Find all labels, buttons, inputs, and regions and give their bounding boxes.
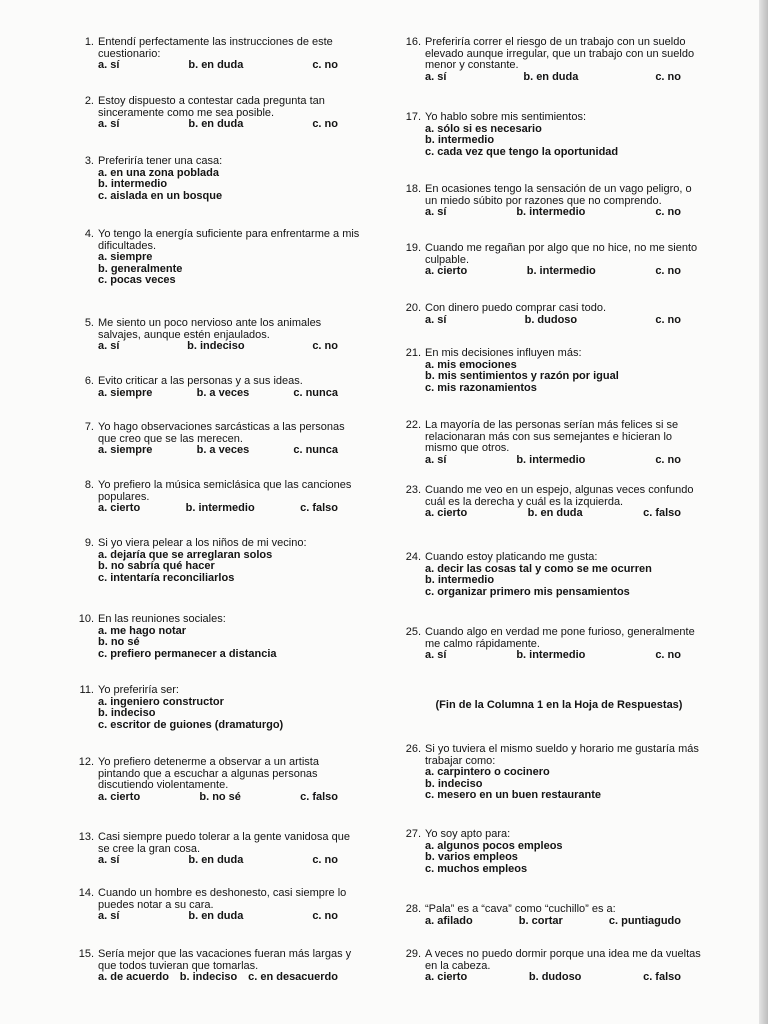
- answer-options: [98, 697, 360, 732]
- question-26: [395, 744, 703, 802]
- answer-options: [98, 60, 360, 72]
- answer-option-c: c. falso: [300, 790, 338, 803]
- answer-option-c: c. no: [312, 340, 338, 353]
- answer-option-c: c. mis razonamientos: [425, 381, 537, 394]
- answer-options: [425, 767, 703, 802]
- answer-option-c: c. no: [655, 453, 681, 466]
- answer-option-c: c. nunca: [293, 444, 338, 457]
- question-text: Yo tengo la energía suficiente para enfrentarme a mis dificultades.: [98, 228, 360, 252]
- answer-options: [425, 72, 703, 84]
- question-number: 29.: [405, 948, 421, 960]
- answer-option-b: b. en duda: [527, 507, 583, 520]
- answer-option-b: b. indeciso: [425, 777, 483, 790]
- answer-option-a: a. siempre: [98, 444, 153, 457]
- answer-option-a: a. dejaría que se arreglaran solos: [98, 548, 273, 561]
- answer-option-b: b. dudoso: [524, 313, 578, 326]
- answer-options: [98, 855, 360, 867]
- answer-option-a: a. sí: [425, 649, 447, 662]
- question-number: 15.: [78, 948, 94, 960]
- question-text: Si yo viera pelear a los niños de mi vecino:: [98, 537, 307, 549]
- answer-option-b: b. dudoso: [528, 971, 582, 984]
- answer-option-a: a. decir las cosas tal y como se me ocurren: [425, 562, 652, 575]
- answer-option-a: a. siempre: [98, 386, 153, 399]
- question-number: 28.: [405, 903, 421, 915]
- question-text: Si yo tuviera el mismo sueldo y horario me gustaría más trabajar como:: [425, 743, 699, 767]
- answer-option-b: b. intermedio: [425, 134, 495, 147]
- answer-option-a: a. siempre: [98, 251, 153, 264]
- answer-option-c: c. no: [312, 910, 338, 923]
- answer-options: [425, 650, 703, 662]
- answer-options: [98, 911, 360, 923]
- answer-option-c: c. no: [312, 59, 338, 72]
- question-7: [68, 422, 360, 457]
- question-17: [395, 112, 703, 158]
- answer-option-b: b. en duda: [188, 854, 244, 867]
- question-text: Cuando me veo en un espejo, algunas veces confundo cuál es la derecha y cuál es la izquierda.: [425, 484, 694, 508]
- answer-option-a: a. sí: [98, 854, 120, 867]
- question-text: En mis decisiones influyen más:: [425, 347, 582, 359]
- answer-option-a: a. sí: [425, 453, 447, 466]
- answer-option-c: c. organizar primero mis pensamientos: [425, 585, 630, 598]
- question-text: Estoy dispuesto a contestar cada pregunta tan sinceramente como me sea posible.: [98, 95, 325, 119]
- answer-option-b: b. cortar: [518, 914, 563, 927]
- question-number: 21.: [405, 347, 421, 359]
- answer-option-a: a. cierto: [425, 507, 468, 520]
- answer-option-b: b. intermedio: [425, 574, 495, 587]
- question-number: 22.: [405, 419, 421, 431]
- answer-option-a: a. de acuerdo: [98, 971, 169, 984]
- question-12: [68, 757, 360, 803]
- question-number: 11.: [79, 684, 94, 696]
- answer-option-b: b. a veces: [196, 444, 250, 457]
- answer-options: [425, 266, 703, 278]
- question-text: Cuando me regañan por algo que no hice, no me siento culpable.: [425, 242, 698, 266]
- answer-option-a: a. cierto: [98, 790, 141, 803]
- answer-option-a: a. me hago notar: [98, 624, 187, 637]
- question-text: Cuando estoy platicando me gusta:: [425, 551, 598, 563]
- answer-option-b: b. generalmente: [98, 262, 183, 275]
- question-text: Me siento un poco nervioso ante los animales salvajes, aunque estén enjaulados.: [98, 317, 322, 341]
- answer-option-b: b. intermedio: [516, 649, 586, 662]
- question-number: 25.: [405, 626, 421, 638]
- question-text: Yo soy apto para:: [425, 828, 511, 840]
- answer-option-c: c. en desacuerdo: [248, 971, 338, 984]
- question-14: [68, 888, 360, 923]
- question-13: [68, 832, 360, 867]
- answer-option-b: b. indeciso: [187, 340, 245, 353]
- question-number: 3.: [84, 155, 94, 167]
- question-text: “Pala” es a “cava” como “cuchillo” es a:: [425, 903, 616, 915]
- answer-options: [98, 550, 360, 585]
- question-16: [395, 37, 703, 83]
- answer-options: [98, 119, 360, 131]
- answer-option-b: b. no sé: [98, 636, 140, 649]
- answer-options: [98, 388, 360, 400]
- answer-option-c: c. muchos empleos: [425, 862, 528, 875]
- answer-option-b: b. indeciso: [98, 707, 156, 720]
- question-9: [68, 538, 360, 584]
- question-number: 10.: [78, 613, 94, 625]
- answer-options: [425, 455, 703, 467]
- question-number: 20.: [405, 302, 421, 314]
- answer-option-a: a. ingeniero constructor: [98, 695, 224, 708]
- answer-option-c: c. prefiero permanecer a distancia: [98, 647, 277, 660]
- answer-option-a: a. cierto: [425, 265, 468, 278]
- question-number: 27.: [405, 828, 421, 840]
- question-text: Cuando un hombre es deshonesto, casi siempre lo puedes notar a su cara.: [98, 887, 347, 911]
- answer-option-c: c. no: [655, 265, 681, 278]
- answer-option-c: c. pocas veces: [98, 274, 176, 287]
- question-6: [68, 376, 360, 399]
- answer-option-c: c. escritor de guiones (dramaturgo): [98, 718, 284, 731]
- question-text: Evito criticar a las personas y a sus ideas.: [98, 375, 303, 387]
- question-10: [68, 614, 360, 660]
- question-19: [395, 243, 703, 278]
- question-29: [395, 949, 703, 984]
- answer-option-b: b. en duda: [523, 70, 579, 83]
- answer-options: [425, 841, 703, 876]
- question-5: [68, 318, 360, 353]
- question-24: [395, 552, 703, 598]
- question-text: Yo prefiero la música semiclásica que las canciones populares.: [98, 479, 352, 503]
- answer-option-b: b. intermedio: [526, 265, 596, 278]
- question-3: [68, 156, 360, 202]
- answer-option-c: c. no: [655, 649, 681, 662]
- answer-option-a: a. sí: [98, 118, 120, 131]
- question-text: Yo hago observaciones sarcásticas a las personas que creo que se las merecen.: [98, 421, 345, 445]
- answer-option-c: c. nunca: [293, 386, 338, 399]
- answer-options: [425, 124, 703, 159]
- question-text: Sería mejor que las vacaciones fueran más largas y que todos tuvieran que tomarlas.: [98, 948, 352, 972]
- question-21: [395, 348, 703, 394]
- question-text: Yo preferiría ser:: [98, 684, 179, 696]
- answer-option-c: c. falso: [643, 507, 681, 520]
- answer-option-b: b. no sabría qué hacer: [98, 560, 215, 573]
- question-number: 5.: [84, 317, 94, 329]
- question-text: En ocasiones tengo la sensación de un vago peligro, o un miedo súbito por razones que no comprendo.: [425, 183, 692, 207]
- answer-option-a: a. carpintero o cocinero: [425, 766, 550, 779]
- question-1: [68, 37, 360, 72]
- answer-options: [425, 916, 703, 928]
- answer-option-b: b. en duda: [188, 118, 244, 131]
- question-27: [395, 829, 703, 875]
- answer-options: [98, 252, 360, 287]
- answer-option-b: b. no sé: [199, 790, 241, 803]
- question-text: A veces no puedo dormir porque una idea me da vueltas en la cabeza.: [425, 948, 701, 972]
- answer-option-b: b. a veces: [196, 386, 250, 399]
- answer-option-b: b. intermedio: [516, 453, 586, 466]
- answer-option-c: c. no: [655, 70, 681, 83]
- question-25: [395, 627, 703, 662]
- answer-option-c: c. no: [312, 118, 338, 131]
- answer-option-b: b. varios empleos: [425, 851, 518, 864]
- end-of-column-note: (Fin de la Columna 1 en la Hoja de Respuestas): [435, 699, 683, 711]
- answer-option-b: b. intermedio: [185, 502, 255, 515]
- answer-option-a: a. sí: [425, 206, 447, 219]
- answer-options: [425, 315, 703, 327]
- answer-options: [98, 445, 360, 457]
- question-text: Yo hablo sobre mis sentimientos:: [425, 111, 587, 123]
- question-text: Con dinero puedo comprar casi todo.: [425, 302, 606, 314]
- answer-option-c: c. intentaría reconciliarlos: [98, 571, 235, 584]
- question-4: [68, 229, 360, 287]
- question-number: 8.: [84, 479, 94, 491]
- question-number: 1.: [84, 36, 94, 48]
- question-number: 13.: [78, 831, 94, 843]
- answer-options: [98, 341, 360, 353]
- answer-options: [425, 360, 703, 395]
- answer-option-a: a. sí: [98, 910, 120, 923]
- question-23: [395, 485, 703, 520]
- answer-option-b: b. mis sentimientos y razón por igual: [425, 370, 619, 383]
- answer-option-c: c. falso: [300, 502, 338, 515]
- question-number: 18.: [405, 183, 421, 195]
- answer-options: [98, 972, 360, 984]
- question-number: 19.: [405, 242, 421, 254]
- answer-option-c: c. falso: [643, 971, 681, 984]
- question-text: La mayoría de las personas serían más felices si se relacionaran más con sus semejantes e hicieran lo mismo que otros.: [425, 419, 679, 455]
- question-number: 9.: [84, 537, 94, 549]
- answer-options: [98, 792, 360, 804]
- question-text: Preferiría correr el riesgo de un trabajo con un sueldo elevado aunque irregular, que un trabajo con un sueldo menor y constante.: [425, 36, 695, 72]
- question-text: Casi siempre puedo tolerar a la gente vanidosa que se cree la gran cosa.: [98, 831, 350, 855]
- answer-option-a: a. sí: [425, 313, 447, 326]
- question-15: [68, 949, 360, 984]
- answer-option-b: b. intermedio: [98, 178, 168, 191]
- question-11: [68, 685, 360, 731]
- answer-option-c: c. no: [655, 206, 681, 219]
- answer-options: [425, 207, 703, 219]
- question-text: En las reuniones sociales:: [98, 613, 226, 625]
- answer-option-c: c. no: [312, 854, 338, 867]
- question-28: [395, 904, 703, 927]
- answer-options: [98, 626, 360, 661]
- answer-options: [425, 564, 703, 599]
- answer-option-b: b. indeciso: [179, 971, 238, 984]
- answer-options: [425, 508, 703, 520]
- answer-options: [98, 503, 360, 515]
- answer-option-a: a. sólo si es necesario: [425, 122, 542, 135]
- answer-option-a: a. sí: [425, 70, 447, 83]
- question-number: 23.: [405, 484, 421, 496]
- question-text: Preferiría tener una casa:: [98, 155, 223, 167]
- answer-option-a: a. sí: [98, 59, 120, 72]
- question-text: Entendí perfectamente las instrucciones de este cuestionario:: [98, 36, 333, 60]
- answer-option-c: c. no: [655, 313, 681, 326]
- question-8: [68, 480, 360, 515]
- question-number: 2.: [84, 95, 94, 107]
- answer-option-c: c. aislada en un bosque: [98, 189, 223, 202]
- question-number: 24.: [405, 551, 421, 563]
- answer-option-b: b. en duda: [188, 910, 244, 923]
- answer-option-a: a. cierto: [425, 971, 468, 984]
- question-number: 14.: [78, 887, 94, 899]
- answer-option-a: a. cierto: [98, 502, 141, 515]
- question-number: 17.: [405, 111, 421, 123]
- question-number: 12.: [78, 756, 94, 768]
- answer-option-a: a. sí: [98, 340, 120, 353]
- answer-option-c: c. puntiagudo: [608, 914, 681, 927]
- question-number: 6.: [84, 375, 94, 387]
- question-text: Cuando algo en verdad me pone furioso, generalmente me calmo rápidamente.: [425, 626, 695, 650]
- answer-option-b: b. intermedio: [516, 206, 586, 219]
- answer-option-a: a. afilado: [425, 914, 473, 927]
- answer-option-c: c. mesero en un buen restaurante: [425, 789, 602, 802]
- answer-options: [425, 972, 703, 984]
- question-number: 7.: [84, 421, 94, 433]
- question-text: Yo prefiero detenerme a observar a un artista pintando que a escuchar a algunas personas discutiendo violentamente.: [98, 756, 319, 792]
- question-number: 16.: [405, 36, 421, 48]
- question-22: [395, 420, 703, 466]
- question-20: [395, 303, 703, 326]
- question-2: [68, 96, 360, 131]
- answer-option-a: a. mis emociones: [425, 358, 517, 371]
- question-number: 26.: [405, 743, 421, 755]
- answer-options: [98, 168, 360, 203]
- answer-option-a: a. en una zona poblada: [98, 166, 220, 179]
- answer-option-a: a. algunos pocos empleos: [425, 839, 563, 852]
- question-number: 4.: [84, 228, 94, 240]
- answer-option-c: c. cada vez que tengo la oportunidad: [425, 145, 619, 158]
- questionnaire-page: [0, 30, 768, 1024]
- answer-option-b: b. en duda: [188, 59, 244, 72]
- question-18: [395, 184, 703, 219]
